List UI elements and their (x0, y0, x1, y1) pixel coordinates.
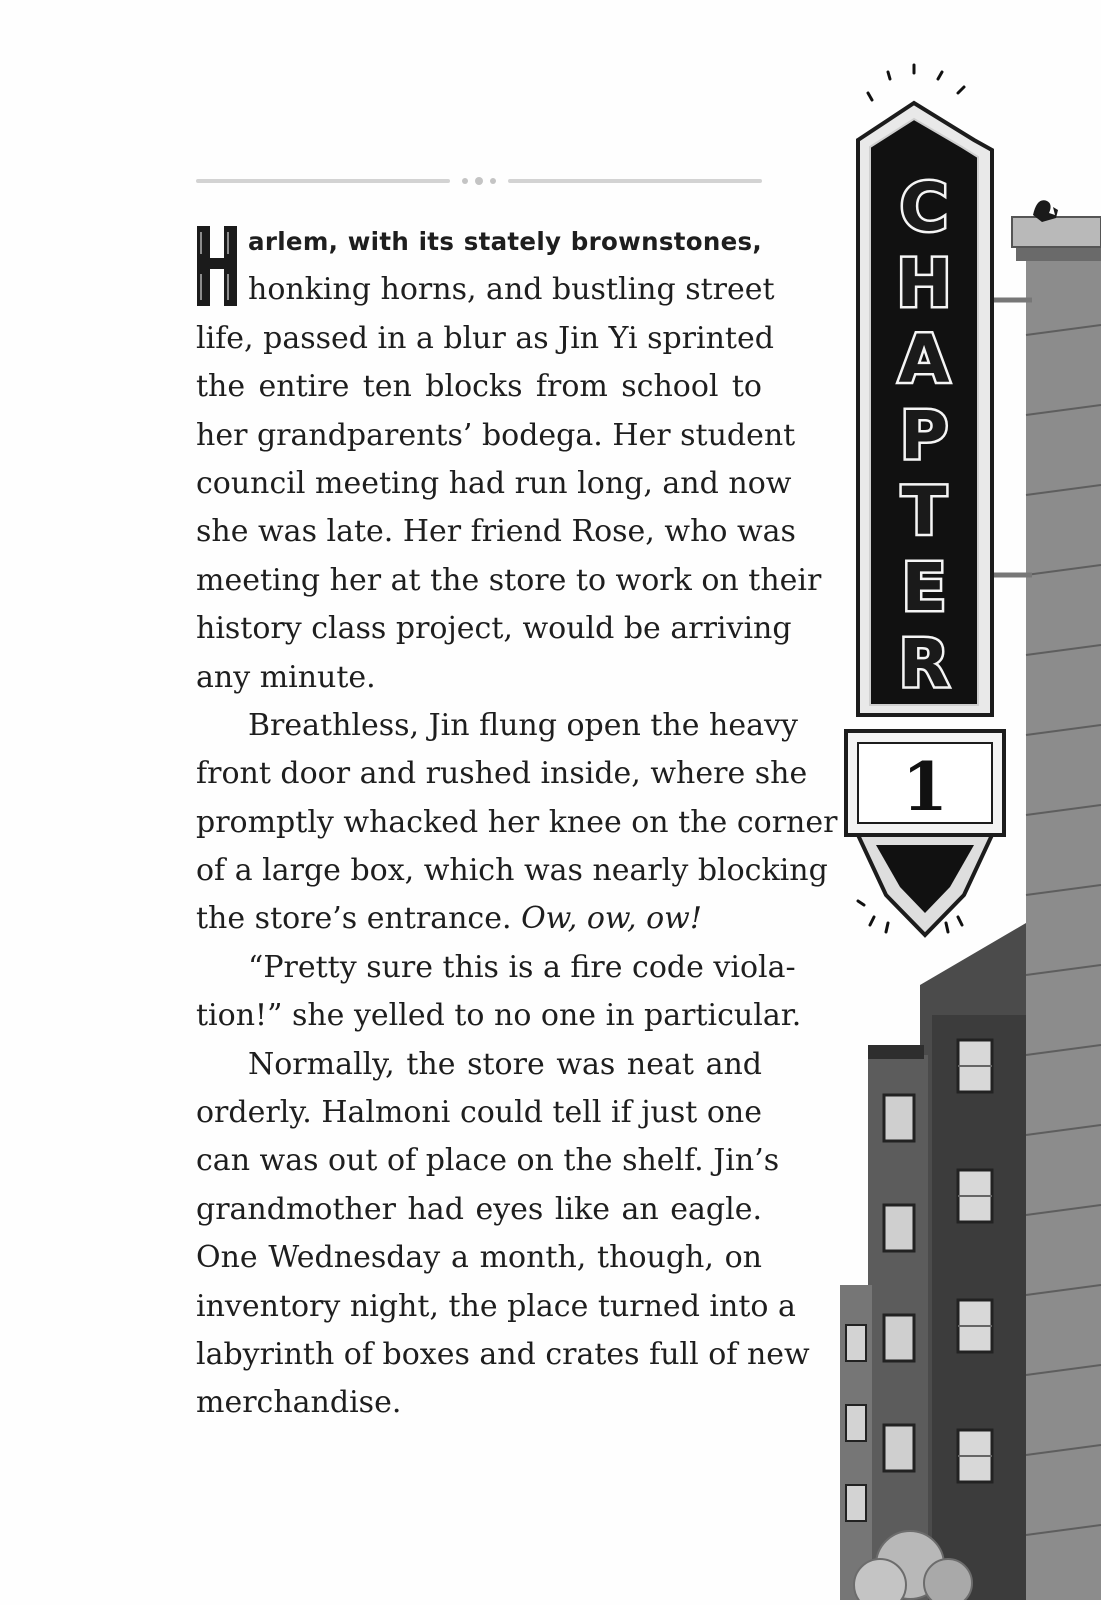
text-line: One Wednesday a month, though, on (196, 1240, 762, 1276)
text-line: the store’s entrance. Ow, ow, ow! (196, 901, 702, 937)
text-line: tion!” she yelled to no one in particular. (196, 998, 802, 1034)
text-line: the entire ten blocks from school to (196, 369, 762, 405)
text-line: merchandise. (196, 1385, 402, 1421)
text-line: grandmother had eyes like an eagle. (196, 1191, 762, 1227)
text-line: inventory night, the place turned into a (196, 1288, 796, 1324)
text-line: “Pretty sure this is a fire code viola- (248, 949, 796, 985)
text-line: Normally, the store was neat and (248, 1046, 762, 1082)
chapter-sign-illustration (840, 55, 1101, 1600)
text-line: her grandparents’ bodega. Her student (196, 417, 796, 453)
text-line: labyrinth of boxes and crates full of new (196, 1336, 810, 1372)
sign-letter: R (898, 625, 950, 702)
text-line: meeting her at the store to work on their (196, 562, 822, 598)
chapter-sign-word (896, 169, 951, 702)
ornamental-divider (196, 174, 762, 188)
text-line: promptly whacked her knee on the corner (196, 804, 838, 840)
low-building (840, 1045, 928, 1600)
sign-letter: E (901, 549, 947, 626)
text-line: front door and rushed inside, where she (196, 756, 808, 792)
text-line: life, passed in a blur as Jin Yi sprinted (196, 320, 774, 356)
sign-letter: H (896, 245, 952, 322)
drop-cap (196, 224, 238, 308)
text-line: she was late. Her friend Rose, who was (196, 514, 796, 550)
mid-building (920, 923, 1026, 1600)
text-line: any minute. (196, 659, 376, 695)
chapter-body-text (196, 218, 838, 1428)
text-line: council meeting had run long, and now (196, 465, 792, 501)
italic-exclamation: Ow, ow, ow! (521, 901, 702, 937)
sign-letter: T (901, 473, 947, 550)
text-line: history class project, would be arriving (196, 611, 792, 647)
text-line: of a large box, which was nearly blocking (196, 853, 828, 889)
chapter-number: 1 (902, 748, 948, 826)
text-line: arlem, with its stately brownstones, (248, 227, 762, 256)
sign-letter: P (899, 397, 949, 474)
text-line: orderly. Halmoni could tell if just one (196, 1095, 762, 1131)
sign-letter: A (898, 321, 950, 398)
text-line: honking horns, and bustling street (248, 272, 775, 308)
sign-letter: C (899, 169, 949, 246)
text-line: can was out of place on the shelf. Jin’s (196, 1143, 780, 1179)
text-line: Breathless, Jin flung open the heavy (248, 707, 798, 743)
